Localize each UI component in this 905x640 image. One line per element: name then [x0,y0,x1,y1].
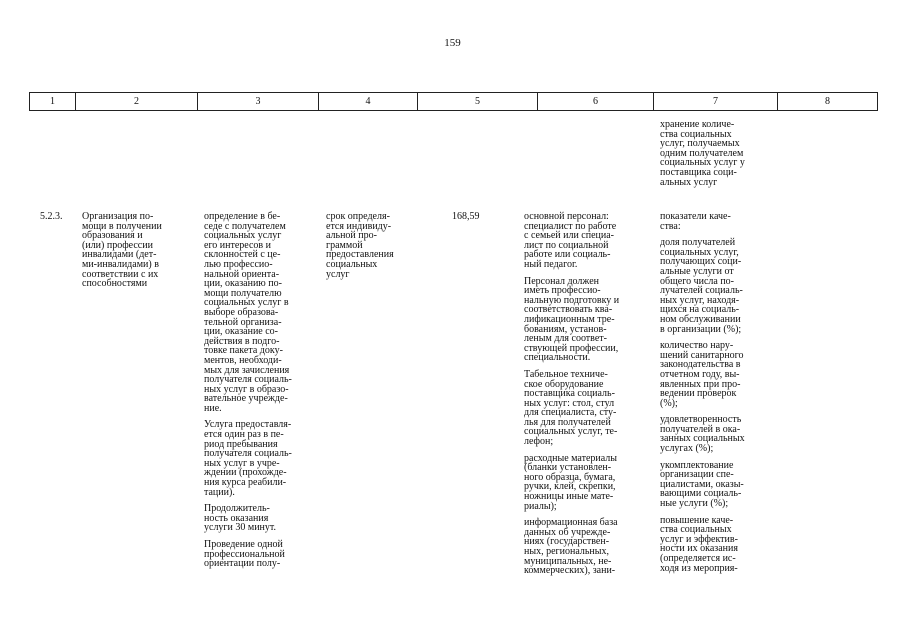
indicator-paragraph: повышение каче- ства социальных услуг и эффектив- ности их оказания (определяется ис- ходя из мероприя- [660,514,738,574]
service-description [204,212,319,576]
description-paragraph: определение в бе- седе с получателем социальных услуг его интересов и склонностей с це- лью профессио- нальной ориента- ции, оказанию по- мощи получателю социальных услуг в выборе образова- тельной организа- ции, оказание со- действия в подго- товке пакета доку- ментов, необходи- мых для зачисления получателя социаль- ных услуг в образо- вательное учрежде- ние. [204,211,292,414]
tariff-text: 168,59 [452,211,480,222]
description-paragraph: Продолжитель- ность оказания услуги 30 минут. [204,503,277,534]
term-text: срок определя- ется индивиду- альной про- граммой предоставления социальных услуг [326,211,394,280]
conditions-paragraph: информационная база данных об учрежде- ниях (государствен- ных, региональных, муниципальных, не- коммерческих), зани- [524,517,618,577]
header-col-2: 2 [76,93,198,111]
description-paragraph: Проведение одной профессиональной ориентации полу- [204,539,285,570]
header-col-3: 3 [198,93,319,111]
page-number: 159 [444,37,461,49]
indicator-paragraph: показатели каче- ства: [660,211,731,232]
conditions-paragraph: основной персонал: специалист по работе с семьей или специа- лист по социальной работе или социаль- ный педагог. [524,211,617,270]
tariff-value [452,212,502,229]
service-term [326,212,426,286]
header-col-7: 7 [654,93,778,111]
indicator-paragraph: количество нару- шений санитарного законодательства в отчетном году, вы- явленных при про- ведении проверок (%); [660,340,744,409]
header-col-6: 6 [538,93,654,111]
indicator-paragraph: укомплектование организации спе- циалистами, оказы- вающими социаль- ные услуги (%); [660,459,744,510]
header-col-5: 5 [418,93,538,111]
indicator-paragraph: удовлетворенность получателей в ока- занных социальных услугах (%); [660,414,745,455]
continuation-text: хранение количе- ства социальных услуг, получаемых одним получателем социальных услуг у поставщика соци- альных услуг [660,119,745,188]
description-paragraph: Услуга предоставля- ется один раз в пе- риод пребывания получателя социаль- ных услуг в учре- ждении (прохожде- ния курса реабили- тации). [204,419,292,498]
row-number-text: 5.2.3. [40,211,63,222]
row-number [40,212,80,229]
conditions-paragraph: расходные материалы (бланки установлен- ного образца, бумага, ручки, клей, скрепки, ножницы иные мате- риалы); [524,452,618,512]
service-conditions [524,212,649,583]
continuation-col7 [660,120,775,194]
header-col-4: 4 [319,93,418,111]
conditions-paragraph: Персонал должен иметь профессио- нальную подготовку и соответствовать ква- лификационным тре- бованиям, установ- леным для соответ- ствующей профессии, специальности. [524,275,620,364]
header-col-8: 8 [778,93,878,111]
quality-indicators [660,212,775,580]
indicator-paragraph: доля получателей социальных услуг, получающих соци- альные услуги от общего числа по- лучателей социаль- ных услуг, находя- щихся на социаль- ном обслуживании в организации (%); [660,237,743,335]
header-col-1: 1 [30,93,76,111]
service-name-text: Организация по- мощи в получении образования и (или) профессии инвалидами (дет- ми-инвалидами) в соответствии с их способностями [82,211,162,290]
conditions-paragraph: Табельное техниче- ское оборудование поставщика социаль- ных услуг: стол, стул для специалиста, сту- лья для получателей социальных услуг, те- лефон; [524,368,618,448]
column-number-header [29,92,878,111]
service-name [82,212,192,296]
